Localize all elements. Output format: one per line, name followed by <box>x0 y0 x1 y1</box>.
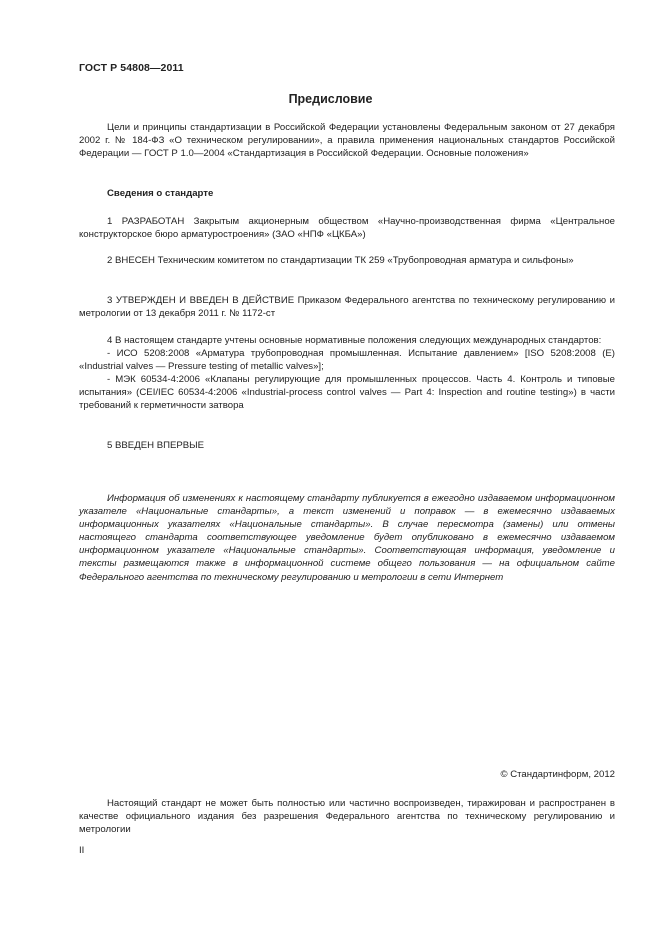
item-4 <box>79 334 615 413</box>
item-4-sub-2: - МЭК 60534-4:2006 «Клапаны регулирующие для промышленных процессов. Часть 4. Контроль и типовые испытания» (CEI/IEC 60534-4:2006 «Industrial-process control valves — Part 4: Inspection and routine testing») в части требований к герметичности затвора <box>79 374 615 412</box>
item-2 <box>79 254 615 267</box>
copyright: © Стандартинформ, 2012 <box>500 769 615 780</box>
item-2-text: 2 ВНЕСЕН Техническим комитетом по стандартизации ТК 259 «Трубопроводная арматура и сильфоны» <box>107 255 574 266</box>
item-3-text: 3 УТВЕРЖДЕН И ВВЕДЕН В ДЕЙСТВИЕ Приказом Федерального агентства по техническому регулированию и метрологии от 13 декабря 2011 г. № 1172-ст <box>79 295 615 320</box>
info-heading-block <box>79 187 615 200</box>
intro-paragraph <box>79 121 615 160</box>
item-5 <box>79 439 615 452</box>
document-header: ГОСТ Р 54808—2011 <box>79 62 184 74</box>
reproduction-text: Настоящий стандарт не может быть полностью или частично воспроизведен, тиражирован и распространен в качестве официального издания без разрешения Федерального агентства по техническому регулированию и метрологии <box>79 798 615 836</box>
item-1-text: 1 РАЗРАБОТАН Закрытым акционерным обществом «Научно-производственная фирма «Центральное конструкторское бюро арматуростроения» (ЗАО «НПФ «ЦКБА») <box>79 216 615 241</box>
item-4-sub-1: - ИСО 5208:2008 «Арматура трубопроводная промышленная. Испытание давлением» [ISO 5208:2008 (E) «Industrial valves — Pressure testing of metallic valves»]; <box>79 348 615 373</box>
item-1 <box>79 215 615 241</box>
intro-text: Цели и принципы стандартизации в Российской Федерации установлены Федеральным законом от 27 декабря 2002 г. № 184-ФЗ «О техническом регулировании», а правила применения национальных стандартов Российской Федерации — ГОСТ Р 1.0—2004 «Стандартизация в Российской Федерации. Основные положения» <box>79 122 615 160</box>
notice-block <box>79 492 615 584</box>
item-4-text: 4 В настоящем стандарте учтены основные нормативные положения следующих международных стандартов: <box>107 335 602 346</box>
reproduction-block <box>79 797 615 836</box>
item-3 <box>79 294 615 320</box>
page-title: Предисловие <box>288 92 373 106</box>
notice-text: Информация об изменениях к настоящему стандарту публикуется в ежегодно издаваемом информационном указателе «Национальные стандарты», а текст изменений и поправок — в ежемесячно издаваемых информационных указателях «Национальные стандарты». В случае пересмотра (замены) или отмены настоящего стандарта соответствующее уведомление будет опубликовано в ежемесячно издаваемом информационном указателе «Национальные стандарты». Соответствующая информация, уведомление и тексты размещаются также в информационной системе общего пользования — на официальном сайте Федерального агентства по техническому регулированию и метрологии в сети Интернет <box>79 493 615 583</box>
info-heading: Сведения о стандарте <box>107 188 214 199</box>
item-5-text: 5 ВВЕДЕН ВПЕРВЫЕ <box>107 440 205 451</box>
page-number: II <box>79 845 85 856</box>
